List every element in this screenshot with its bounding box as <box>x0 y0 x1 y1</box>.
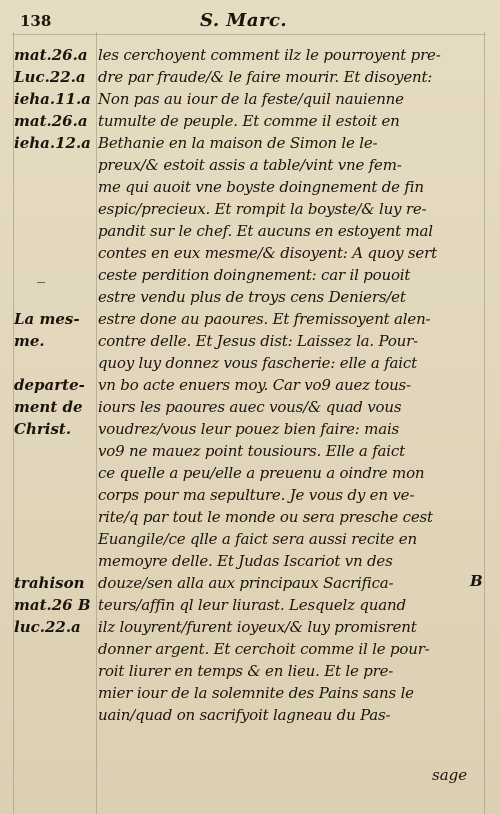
catchword: sage <box>432 766 468 784</box>
text-line: vn bo acte enuers moy. Car vo9 auez tous- <box>98 376 411 394</box>
text-line: Bethanie en la maison de Simon le le- <box>98 134 378 152</box>
margin-note: ment de <box>14 398 83 416</box>
text-line: preux/& estoit assis a table/vint vne fem- <box>98 156 402 174</box>
text-line: les cerchoyent comment ilz le pourroyent pre- <box>98 46 441 64</box>
text-line: estre vendu plus de troys cens Deniers/et <box>98 288 406 306</box>
margin-note: mat.26.a <box>14 112 88 130</box>
folio-number: 138 <box>20 12 52 30</box>
running-title: S. Marc. <box>200 10 288 31</box>
text-line: teurs/affin ql leur liurast. Lesquelz quand <box>98 596 406 614</box>
text-line: douze/sen alla aux principaux Sacrifica- <box>98 574 394 592</box>
text-line: espic/precieux. Et rompit la boyste/& luy re- <box>98 200 427 218</box>
text-line: ce quelle a peu/elle a preuenu a oindre mon <box>98 464 425 482</box>
text-line: quoy luy donnez vous fascherie: elle a faict <box>98 354 417 372</box>
text-line: contre delle. Et Jesus dist: Laissez la. Pour- <box>98 332 418 350</box>
text-line: estre done au paoures. Et fremissoyent alen- <box>98 310 431 328</box>
text-line: rite/q par tout le monde ou sera presche cest <box>98 508 433 526</box>
margin-note: me. <box>14 332 45 350</box>
margin-note: departe- <box>14 376 85 394</box>
text-line: iours les paoures auec vous/& quad vous <box>98 398 402 416</box>
text-line: Euangile/ce qlle a faict sera aussi recite en <box>98 530 417 548</box>
text-line: donner argent. Et cerchoit comme il le pour- <box>98 640 430 658</box>
margin-note: mat.26 B <box>14 596 91 614</box>
text-line: dre par fraude/& le faire mourir. Et disoyent: <box>98 68 433 86</box>
margin-note: La mes- <box>14 310 80 328</box>
margin-note: luc.22.a <box>14 618 81 636</box>
text-line: roit liurer en temps & en lieu. Et le pre- <box>98 662 394 680</box>
margin-dash <box>37 282 45 283</box>
text-line: uain/quad on sacrifyoit lagneau du Pas- <box>98 706 391 724</box>
side-mark: B <box>470 572 483 590</box>
text-line: me qui auoit vne boyste doingnement de fin <box>98 178 424 196</box>
text-line: Non pas au iour de la feste/quil nauienne <box>98 90 404 108</box>
margin-rule <box>96 32 97 814</box>
text-line: ceste perdition doingnement: car il pouoit <box>98 266 411 284</box>
text-line: mier iour de la solemnite des Pains sans le <box>98 684 414 702</box>
text-line: ilz louyrent/furent ioyeux/& luy promisrent <box>98 618 417 636</box>
page-header <box>0 10 500 34</box>
text-line: pandit sur le chef. Et aucuns en estoyent mal <box>98 222 433 240</box>
header-rule <box>12 34 486 35</box>
text-line: tumulte de peuple. Et comme il estoit en <box>98 112 400 130</box>
margin-note: trahison <box>14 574 85 592</box>
text-line: vo9 ne mauez point tousiours. Elle a faict <box>98 442 405 460</box>
margin-note: Luc.22.a <box>14 68 86 86</box>
text-line: memoyre delle. Et Judas Iscariot vn des <box>98 552 393 570</box>
margin-note: mat.26.a <box>14 46 88 64</box>
margin-note: ieha.12.a <box>14 134 91 152</box>
text-line: contes en eux mesme/& disoyent: A quoy sert <box>98 244 437 262</box>
text-line: voudrez/vous leur pouez bien faire: mais <box>98 420 400 438</box>
margin-note: ieha.11.a <box>14 90 91 108</box>
margin-note: Christ. <box>14 420 72 438</box>
text-line: corps pour ma sepulture. Je vous dy en ve- <box>98 486 415 504</box>
right-rule <box>484 32 485 814</box>
